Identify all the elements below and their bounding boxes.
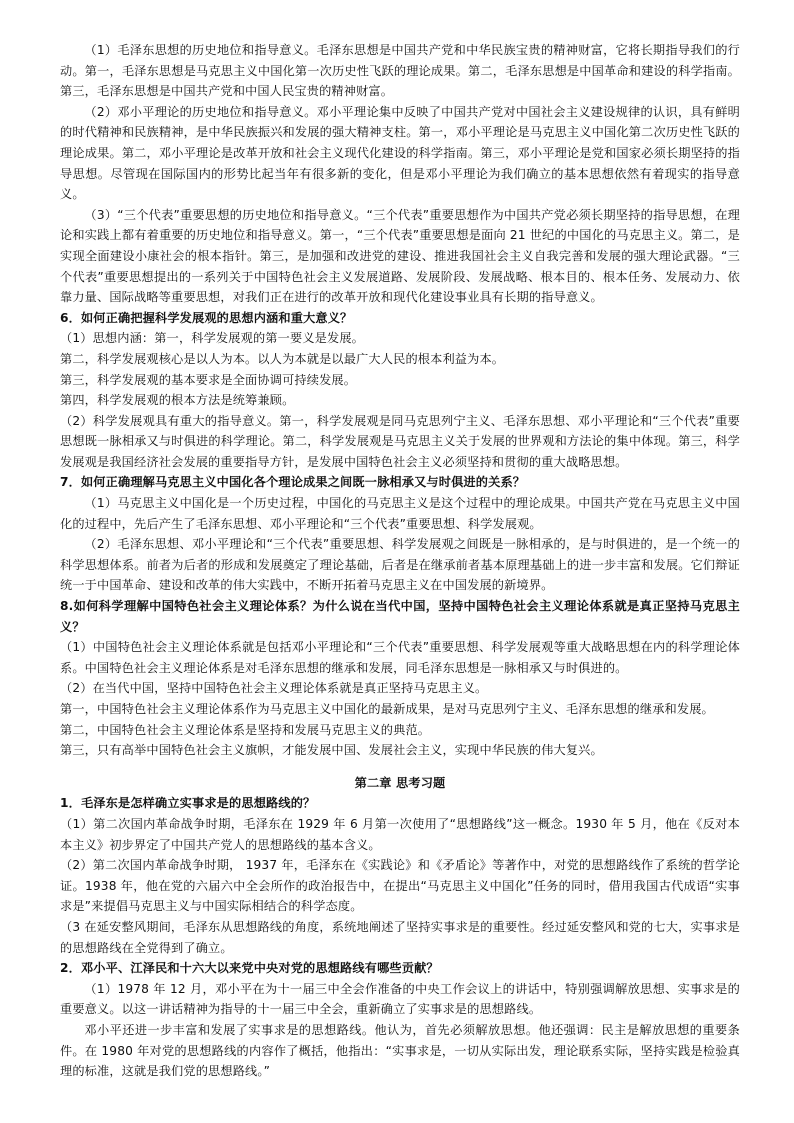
paragraph-q8-answer-1: （1）中国特色社会主义理论体系就是包括邓小平理论和“三个代表”重要思想、科学发展观等重大战略思想在内的科学理论体系。中国特色社会主义理论体系是对毛泽东思想的继承和发展，同毛泽东思想是一脉相承又与时俱进的。 <box>60 640 740 675</box>
paragraph-c2q1-answer-3: （3 在延安整风期间，毛泽东从思想路线的角度，系统地阐述了坚持实事求是的重要性。经过延安整风和党的七大，实事求是的思想路线在全党得到了确立。 <box>60 919 740 955</box>
chapter2-question-1-heading: 1．毛泽东是怎样确立实事求是的思想路线的？ <box>60 796 316 811</box>
paragraph-q8-point-3: 第三，只有高举中国特色社会主义旗帜，才能发展中国、发展社会主义，实现中华民族的伟大复兴。 <box>60 743 603 758</box>
paragraph-q6-content-3: 第三，科学发展观的基本要求是全面协调可持续发展。 <box>60 372 357 387</box>
paragraph-mao-thought-significance: （1）毛泽东思想的历史地位和指导意义。毛泽东思想是中国共产党和中华民族宝贵的精神财富，它将长期指导我们的行动。第一，毛泽东思想是马克思主义中国化第一次历史性飞跃的理论成果。第二，毛泽东思想是中国革命和建设的科学指南。第三，毛泽东思想是中国共产党和中国人民宝贵的精神财富。 <box>60 43 740 99</box>
paragraph-q6-content-4: 第四，科学发展观的根本方法是统筹兼顾。 <box>60 393 295 408</box>
paragraph-q7-answer-1: （1）马克思主义中国化是一个历史过程，中国化的马克思主义是这个过程中的理论成果。中国共产党在马克思主义中国化的过程中，先后产生了毛泽东思想、邓小平理论和“三个代表”重要思想、科学发展观。 <box>60 496 740 531</box>
paragraph-c2q1-answer-1: （1）第二次国内革命战争时期，毛泽东在 1929 年 6 月第一次使用了“思想路线”这一概念。1930 年 5 月，他在《反对本本主义》初步界定了中国共产党人的思想路线的基本含义。 <box>60 816 740 852</box>
paragraph-q8-point-1: 第一，中国特色社会主义理论体系作为马克思主义中国化的最新成果，是对马克思列宁主义、毛泽东思想的继承和发展。 <box>60 702 714 716</box>
document-page <box>60 40 740 1082</box>
paragraph-q6-significance: （2）科学发展观具有重大的指导意义。第一，科学发展观是同马克思列宁主义、毛泽东思想、邓小平理论和“三个代表”重要思想既一脉相承又与时俱进的科学理论。第二，科学发展观是马克思主义关于发展的世界观和方法论的集中体现。第三，科学发展观是我国经济社会发展的重要指导方针，是发展中国特色社会主义必须坚持和贯彻的重大战略思想。 <box>60 413 740 469</box>
paragraph-q8-point-2: 第二，中国特色社会主义理论体系是坚持和发展马克思主义的典范。 <box>60 722 431 737</box>
chapter2-question-2-heading: 2．邓小平、江泽民和十六大以来党中央对党的思想路线有哪些贡献？ <box>60 961 439 976</box>
paragraph-c2q2-answer-2: 邓小平还进一步丰富和发展了实事求是的思想路线。他认为，首先必须解放思想。他还强调：民主是解放思想的重要条件。在 1980 年对党的思想路线的内容作了概括，他指出：“实事求是，一切从实际出发，理论联系实际，坚持实践是检验真理的标准，这就是我们党的思想路线。” <box>60 1022 740 1079</box>
paragraph-q8-answer-2: （2）在当代中国，坚持中国特色社会主义理论体系就是真正坚持马克思主义。 <box>60 681 488 696</box>
paragraph-q6-content-2: 第二，科学发展观核心是以人为本。以人为本就是以最广大人民的根本利益为本。 <box>60 351 505 366</box>
question-8-heading: 8.如何科学理解中国特色社会主义理论体系？为什么说在当代中国，坚持中国特色社会主义理论体系就是真正坚持马克思主义？ <box>60 599 740 634</box>
question-6-heading: 6．如何正确把握科学发展观的思想内涵和重大意义？ <box>60 310 353 325</box>
paragraph-c2q2-answer-1: （1）1978 年 12 月，邓小平在为十一届三中全会作准备的中央工作会议上的讲话中，特别强调解放思想、实事求是的重要意义。以这一讲话精神为指导的十一届三中全会，重新确立了实事求是的思想路线。 <box>60 981 740 1017</box>
question-7-heading: 7．如何正确理解马克思主义中国化各个理论成果之间既一脉相承又与时俱进的关系？ <box>60 475 526 490</box>
paragraph-deng-theory-significance: （2）邓小平理论的历史地位和指导意义。邓小平理论集中反映了中国共产党对中国社会主义建设规律的认识，具有鲜明的时代精神和民族精神，是中华民族振兴和发展的强大精神支柱。第一，邓小平理论是马克思主义中国化第二次历史性飞跃的理论成果。第二，邓小平理论是改革开放和社会主义现代化建设的科学指南。第三，邓小平理论是党和国家必须长期坚持的指导思想。尽管现在国际国内的形势比起当年有很多新的变化，但是邓小平理论为我们确立的基本思想依然有着现实的指导意义。 <box>60 104 740 202</box>
paragraph-three-represents-significance: （3）“三个代表”重要思想的历史地位和指导意义。“三个代表”重要思想作为中国共产党必须长期坚持的指导思想，在理论和实践上都有着重要的历史地位和指导意义。第一，“三个代表”重要思想是面向 21 世纪的中国化的马克思主义。第二，是实现全面建设小康社会的根本指针。第三，是加强和改进党的建设、推进我国社会主义自我完善和发展的强大理论武器。“三个代表”重要思想提出的一系列关于中国特色社会主义发展道路、发展阶段、发展战略、根本目的、根本任务、发展动力、依靠力量、国际战略等重要思想，对我们正在进行的改革开放和现代化建设事业具有长期的指导意义。 <box>60 207 740 305</box>
chapter-2-title: 第二章 思考习题 <box>354 775 446 790</box>
paragraph-q7-answer-2: （2）毛泽东思想、邓小平理论和“三个代表”重要思想、科学发展观之间既是一脉相承的，是与时俱进的，是一个统一的科学思想体系。前者为后者的形成和发展奠定了理论基础，后者是在继承前者基本原理基础上的进一步丰富和发展。它们辩证统一于中国革命、建设和改革的伟大实践中，不断开拓着马克思主义在中国发展的新境界。 <box>60 537 740 593</box>
paragraph-q6-content-1: （1）思想内涵：第一，科学发展观的第一要义是发展。 <box>60 331 365 346</box>
paragraph-c2q1-answer-2: （2）第二次国内革命战争时期， 1937 年，毛泽东在《实践论》和《矛盾论》等著作中，对党的思想路线作了系统的哲学论证。1938 年，他在党的六届六中全会所作的政治报告中，在提出“马克思主义中国化”任务的同时，借用我国古代成语“实事求是”来提倡马克思主义与中国实际相结合的科学态度。 <box>60 858 740 914</box>
